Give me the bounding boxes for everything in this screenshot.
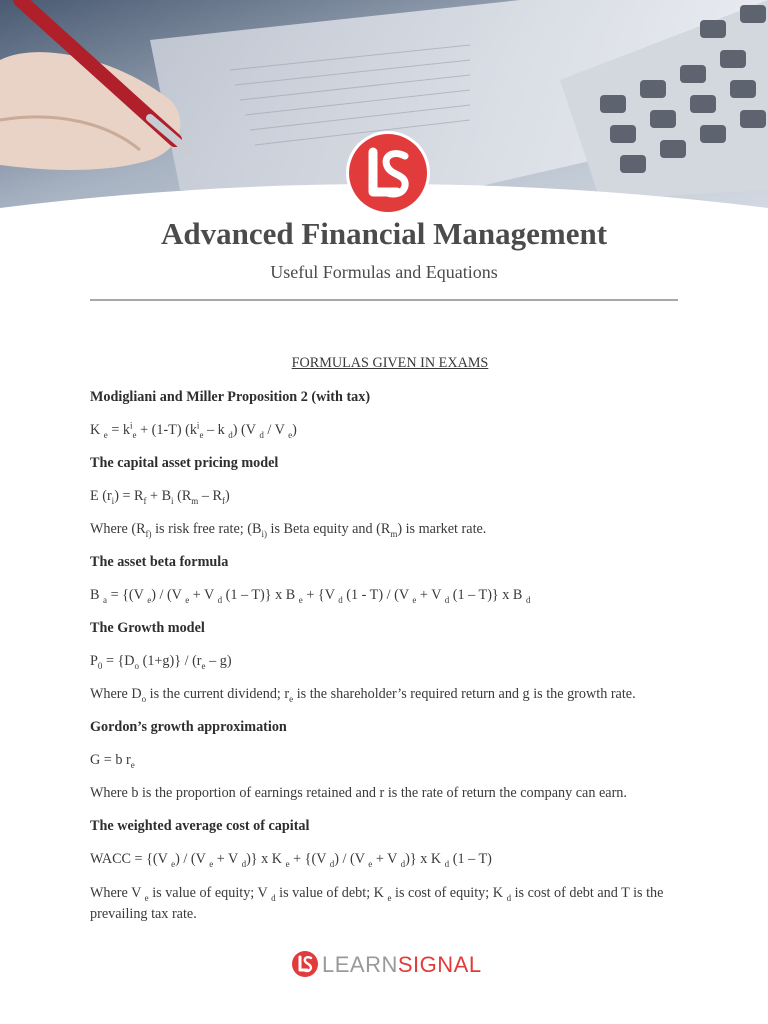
ls-small-logo <box>292 951 318 977</box>
growth-note: Where $D_o$ is the current dividend; $r_e$ is the shareholder’s required return and g is the growth rate. <box>90 686 636 704</box>
mm-formula: K $_e = k^i_e + (1-T)$ ($k^i_e$ – k $_d$) (V $_d$ / V $_e$) <box>90 420 297 440</box>
growth-formula: $P_0 = \{D_o$ $(1+g)\} / (r_e - g)$ <box>90 653 232 671</box>
wacc-formula: WACC = {(V $_e$) / (V $_e$ + V $_d$)} x K $_e$ + {(V $_d$) / (V $_e$ + V $_d$)} x K $_d$ (1 – T) <box>90 851 492 869</box>
page-title: Advanced Financial Management <box>160 216 608 251</box>
wacc-heading: The weighted average cost of capital <box>90 818 310 834</box>
growth-heading: The Growth model <box>90 620 205 636</box>
section-title: FORMULAS GIVEN IN EXAMS <box>291 355 489 371</box>
capm-heading: The capital asset pricing model <box>90 455 279 471</box>
ls-logo <box>349 134 427 212</box>
gordon-formula: G = b $r_e$ <box>90 752 135 770</box>
divider <box>90 299 678 301</box>
asset-beta-formula: B $_a$ = {(V $_e$) / (V $_e$ + V $_d$ (1 – T)} x B $_e$ + {V $_d$ (1 - T) / (V $_e$ + V $_d$ (1 – T)} x B $_d$ <box>90 587 531 605</box>
mm-heading: Modigliani and Miller Proposition 2 (with tax) <box>90 389 371 405</box>
gordon-heading: Gordon’s growth approximation <box>90 719 287 735</box>
page-subtitle: Useful Formulas and Equations <box>270 262 498 282</box>
capm-note: Where ($R_{f)}$ is risk free rate; ($B_{i)}$ is Beta equity and $(R_m)$ is market rate. <box>90 521 487 539</box>
wacc-note: Where V $_e$ is value of equity; V $_d$ is value of debt; K $_e$ is cost of equity; K $_d$ is cost of debt and T is the prevailing tax rate. <box>90 885 664 922</box>
capm-formula: E $(r_i) = R_f + B_i$ $(R_m - R_f)$ <box>90 488 230 506</box>
asset-beta-heading: The asset beta formula <box>90 554 229 570</box>
formula-list <box>90 354 690 925</box>
gordon-note: Where b is the proportion of earnings retained and r is the rate of return the company can earn. <box>90 785 627 801</box>
brand-wordmark: LEARNSIGNAL <box>322 952 482 977</box>
